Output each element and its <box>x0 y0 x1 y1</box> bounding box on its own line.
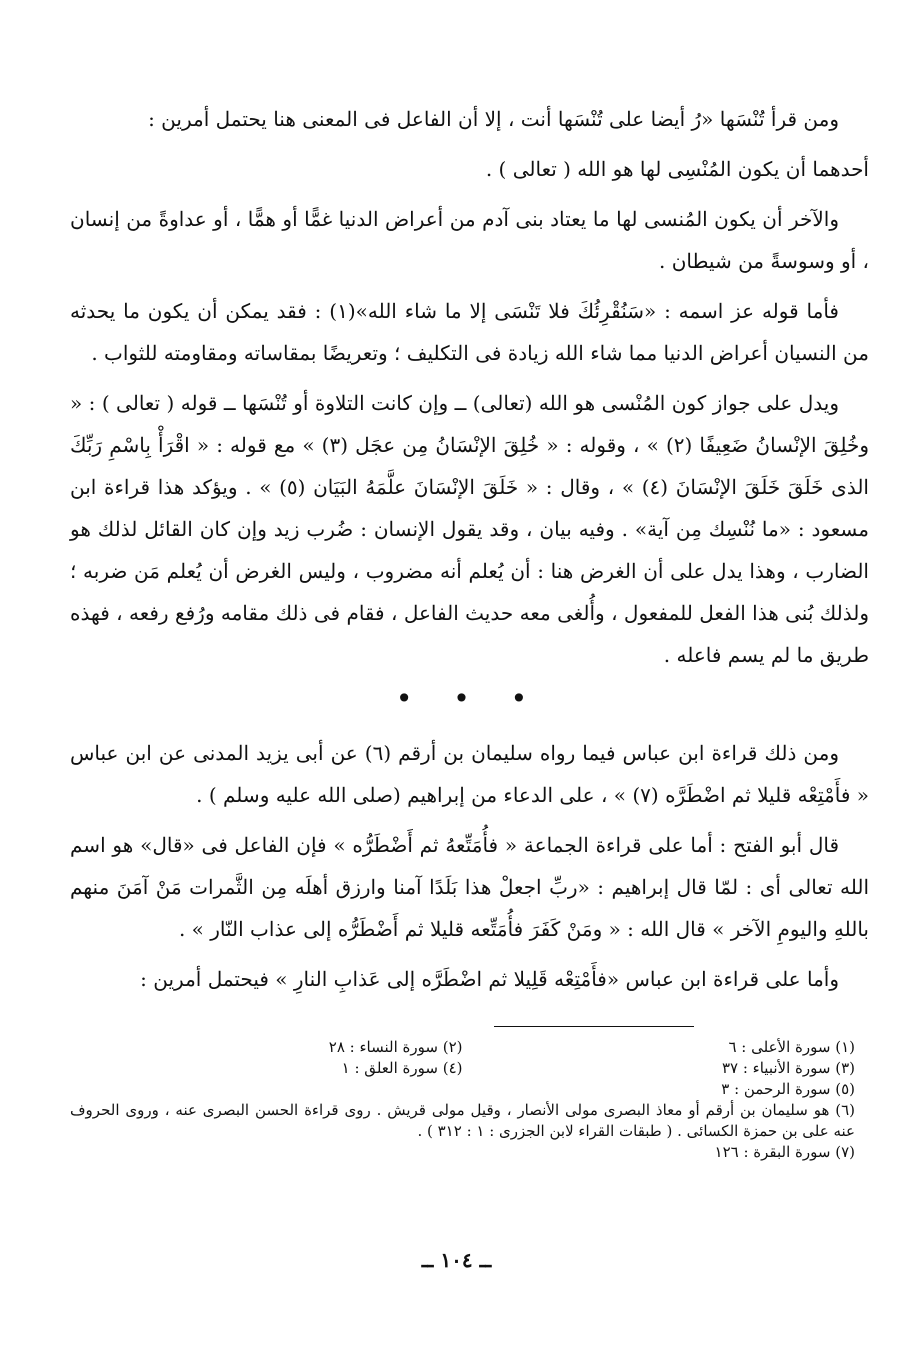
footnote-6: (٦) هو سليمان بن أرقم أو معاذ البصرى مولى الأنصار ، وقيل مولى قريش . روى قراءة الحسن البصرى عنه ، وروى الحروف عنه على بن حمزة الكسائى . ( طبقات القراء لابن الجزرى : ١ : ٣١٢ ) . <box>70 1101 855 1140</box>
page-number: ــ ١٠٤ ــ <box>421 1248 492 1272</box>
footnote-5: (٥) سورة الرحمن : ٣ <box>721 1080 855 1098</box>
footnote-divider <box>494 1026 694 1027</box>
footnote-row <box>70 1079 855 1100</box>
footnotes <box>70 1037 869 1163</box>
footnote-7: (٧) سورة البقرة : ١٢٦ <box>714 1143 855 1161</box>
paragraph-6: ومن ذلك قراءة ابن عباس فيما رواه سليمان بن أرقم (٦) عن أبى يزيد المدنى عن ابن عباس « فأَمْتِعْه قليلا ثم اضْطَرَّه (٧) » ، على الدعاء من إبراهيم (صلى الله عليه وسلم ) . <box>70 741 869 807</box>
paragraph-7: قال أبو الفتح : أما على قراءة الجماعة « فأُمَتِّعهُ ثم أَضْطَرُّه » فإن الفاعل فى «قال» هو اسم الله تعالى أى : لمّا قال إبراهيم : «ربِّ اجعلْ هذا بَلَدًا آمنا وارزق أهلَه مِن الثَّمرات مَنْ آمَنَ منهم باللهِ واليومِ الآخر » قال الله : « ومَنْ كَفَرَ فأُمَتِّعه قليلا ثم أَضْطَرُّه إلى عذاب النّار » . <box>70 833 869 941</box>
paragraph-8: وأما على قراءة ابن عباس «فأَمْتِعْه قَلِيلا ثم اضْطَرَّه إلى عَذابِ النارِ » فيحتمل أمرين : <box>140 967 839 991</box>
footnote-row <box>70 1058 855 1079</box>
section-separator: • • • <box>395 682 544 715</box>
paragraph-1: ومن قرأ تُنْسَها «رُ أيضا على تُنْسَها أنت ، إلا أن الفاعل فى المعنى هنا يحتمل أمرين : <box>148 107 839 131</box>
footnote-3: (٣) سورة الأنبياء : ٣٧ <box>721 1059 855 1077</box>
footnote-1: (١) سورة الأعلى : ٦ <box>728 1038 855 1056</box>
paragraph-3: والآخر أن يكون المُنسى لها ما يعتاد بنى آدم من أعراض الدنيا غمًّا أو همًّا ، أو عداوةً من إنسان ، أو وسوسةً من شيطان . <box>70 207 869 273</box>
paragraph-2: أحدهما أن يكون المُنْسِى لها هو الله ( تعالى ) . <box>485 157 869 181</box>
footnote-empty <box>70 1079 463 1100</box>
paragraph-5: ويدل على جواز كون المُنْسى هو الله (تعالى) ــ وإن كانت التلاوة أو تُنْسَها ــ قوله ( تعالى ) : « وخُلِقَ الإنْسانُ ضَعِيفًا (٢) » ، وقوله : « خُلِقَ الإنْسَانُ مِن عجَل (٣) » مع قوله : « اقْرَأْ بِاسْمِ رَبِّكَ الذى خَلَقَ خَلَقَ الإنْسَانَ (٤) » ، وقال : « خَلَقَ الإنْسَانَ علَّمَهُ البَيَان (٥) » . ويؤكد هذا قراءة ابن مسعود : «ما نُنْسِك مِن آية» . وفيه بيان ، وقد يقول الإنسان : ضُرب زيد وإن كان القائل لذلك هو الضارب ، وهذا يدل على أن الغرض هنا : أن يُعلم أنه مضروب ، وليس الغرض أن يُعلم مَن ضربه ؛ ولذلك بُنى هذا الفعل للمفعول ، وأُلغى معه حديث الفاعل ، فقام فى ذلك مقامه ورُفع رفعه ، فهذه طريق ما لم يسم فاعله . <box>70 391 869 667</box>
footnote-2: (٢) سورة النساء : ٢٨ <box>328 1038 463 1056</box>
footnote-4: (٤) سورة العلق : ١ <box>341 1059 463 1077</box>
paragraph-4: فأما قوله عز اسمه : «سَنُقْرِئُكَ فلا تَنْسَى إلا ما شاء الله»(١) : فقد يمكن أن يكون ما يحدثه من النسيان أعراض الدنيا مما شاء الله زيادة فى التكليف ؛ وتعريضًا بمقاساته ومقاومته للثواب . <box>70 299 869 365</box>
footnote-row <box>70 1037 855 1058</box>
